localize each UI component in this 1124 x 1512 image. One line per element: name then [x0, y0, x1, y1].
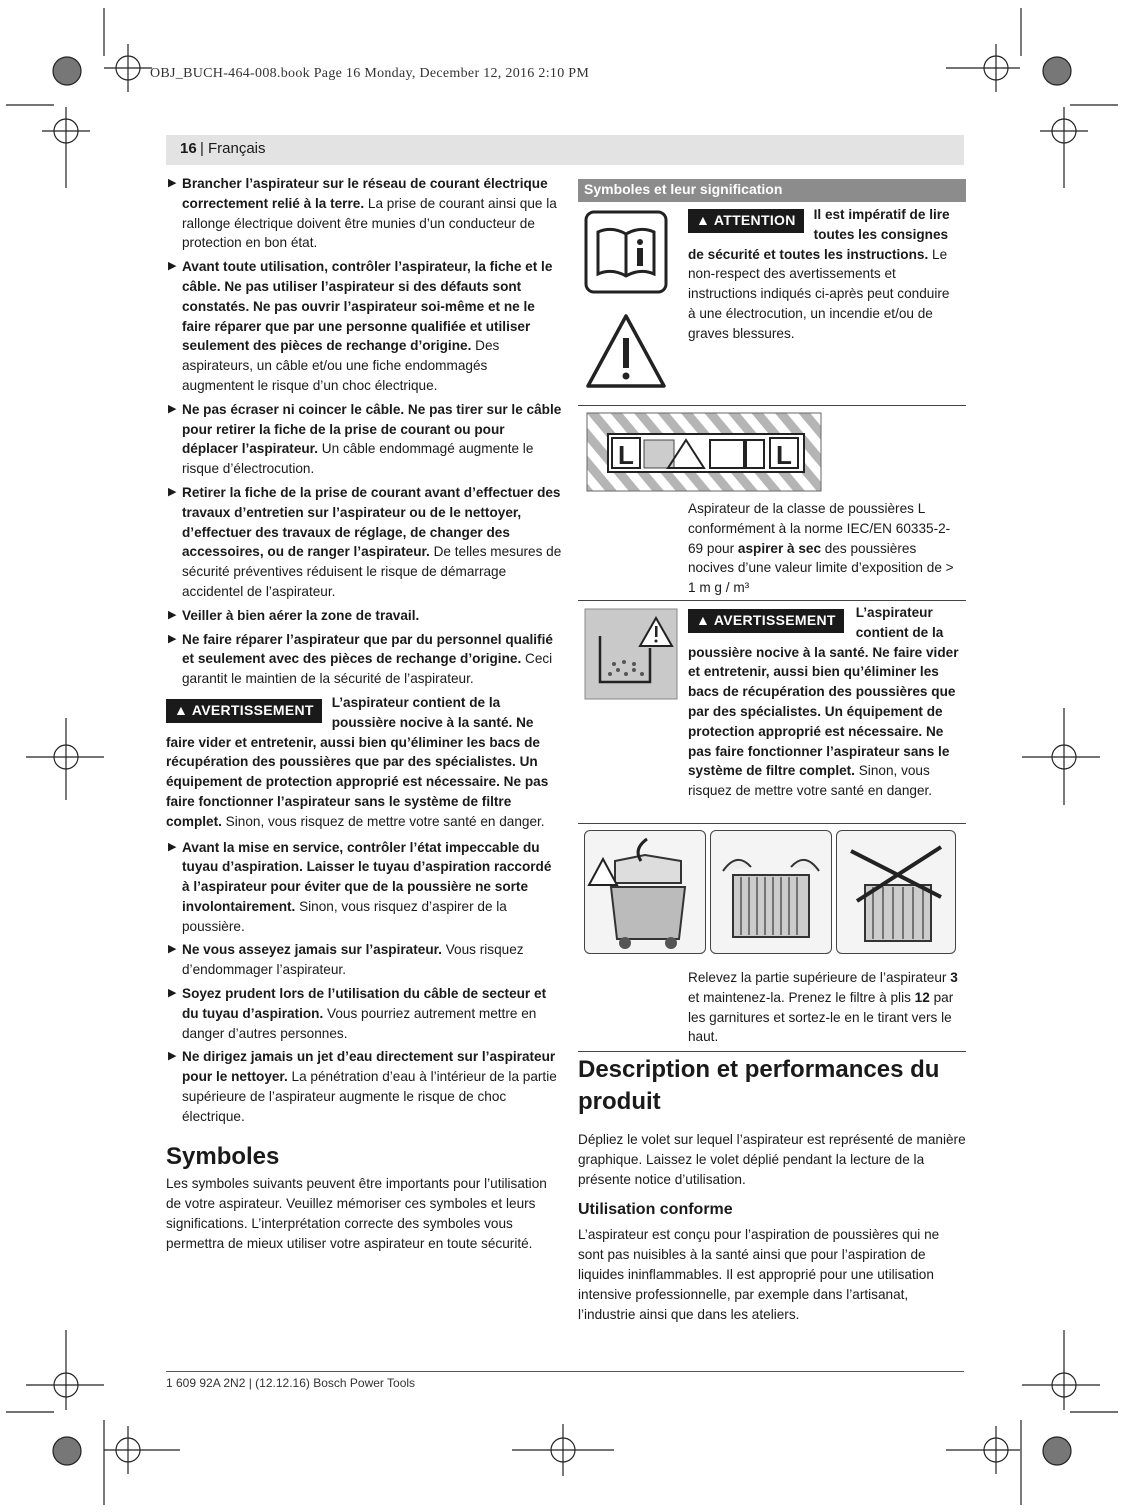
bullet-arrow-icon: ▶: [168, 632, 177, 645]
symbol-row-harmful-dust: ▲ AVERTISSEMENT L’aspirateur contient de la poussière nocive à la santé. Ne faire vider et entretenir, aussi bien qu’éliminer les bacs de récupération des poussières que par des spécialistes. Un équipement de protection approprié est nécessaire. Ne pas faire fonctionner l’aspirateur sans le système de filtre complet. Sinon, vous risquez de mettre votre santé en danger.: [688, 605, 959, 799]
left-warning: ▲ AVERTISSEMENT L’aspirateur contient de la poussière nocive à la santé. Ne faire vider et entretenir, aussi bien qu’éliminer les bacs de récupération des poussières que par des spécialistes. Un équipement de protection approprié est nécessaire. Ne pas faire fonctionner l’aspirateur sans le système de filtre complet. Sinon, vous risquez de mettre votre santé en danger.: [166, 694, 549, 829]
illustration-grip-filter: [710, 830, 832, 954]
table-divider: [578, 823, 966, 824]
bullet-arrow-icon: ▶: [168, 402, 177, 415]
attention-badge: ▲ ATTENTION: [688, 209, 804, 233]
bullet-arrow-icon: ▶: [168, 485, 177, 498]
page-header-bar: [166, 135, 964, 165]
page-language: Français: [208, 140, 266, 157]
symbols-title: Symboles: [166, 1142, 280, 1170]
safety-item: ▶ Avant la mise en service, contrôler l’état impeccable du tuyau d’aspiration. Laisser le tuyau d’aspiration raccordé à l’aspirateur pour éviter que de la poussière ne sorte involontairement. Sinon, vous risquez d’aspirer de la poussière.: [168, 839, 552, 934]
symbol-row-filter-removal: Relevez la partie supérieure de l’aspirateur 3 et maintenez-la. Prenez le filtre à plis 12 par les garnitures et sortez-le en le tirant vers le haut.: [688, 970, 958, 1045]
warning-triangle-icon: ▲: [696, 212, 711, 228]
harmful-dust-icon: [584, 608, 678, 700]
safety-item: ▶ Ne dirigez jamais un jet d’eau directement sur l’aspirateur pour le nettoyer. La pénétration d’eau à l’intérieur de la partie supérieure de l’aspirateur augmente le risque de choc électrique.: [168, 1049, 557, 1124]
safety-item: ▶ Ne vous asseyez jamais sur l’aspirateur. Vous risquez d’endommager l’aspirateur.: [168, 942, 524, 978]
bullet-arrow-icon: ▶: [168, 840, 177, 853]
bullet-arrow-icon: ▶: [168, 1050, 177, 1063]
safety-item: ▶ Ne pas écraser ni coincer le câble. Ne pas tirer sur le câble pour retirer la fiche de la prise de courant ou pour déplacer l’aspirateur. Un câble endommagé augmente le risque d’électrocution.: [168, 401, 562, 477]
symbols-table-header: Symboles et leur signification: [578, 179, 966, 202]
table-divider: [578, 1051, 966, 1052]
intended-use-title: Utilisation conforme: [578, 1201, 733, 1219]
safety-item: ▶ Ne faire réparer l’aspirateur que par du personnel qualifié et seulement avec des pièces de rechange d’origine. Ceci garantit le maintien de la sécurité de l’aspirateur.: [168, 631, 553, 687]
description-section: [578, 1054, 966, 1324]
safety-item: ▶ Soyez prudent lors de l’utilisation du câble de secteur et du tuyau d’aspiration. Vous pourriez autrement mettre en danger d’autres personnes.: [168, 986, 547, 1041]
warning-badge: ▲ AVERTISSEMENT: [688, 609, 844, 633]
svg-text:L: L: [618, 440, 634, 470]
print-header: OBJ_BUCH-464-008.book Page 16 Monday, December 12, 2016 2:10 PM: [150, 66, 590, 81]
dust-class-l-label: [586, 412, 822, 492]
page-number: 16: [180, 140, 197, 157]
symbol-row-attention: ▲ ATTENTION Il est impératif de lire toutes les consignes de sécurité et toutes les instructions. Le non-respect des avertissements et instructions indiqués ci-après peut conduire à une électrocution, un incendie et/ou de graves blessures.: [688, 207, 950, 341]
page-footer: 1 609 92A 2N2 | (12.12.16) Bosch Power Tools: [166, 1376, 416, 1390]
safety-item: ▶ Brancher l’aspirateur sur le réseau de courant électrique correctement relié à la terre. La prise de courant ainsi que la rallonge électrique doivent être munies d’un conducteur de protection en bon état.: [168, 176, 557, 251]
intended-use-body: L’aspirateur est conçu pour l’aspiration de poussières qui ne sont pas nuisibles à la santé ainsi que pour l’aspiration de liquides ininflammables. Il est approprié pour une utilisation intensive professionnelle, par exemple dans l’artisanat, l’industrie ainsi que dans les ateliers.: [578, 1227, 940, 1322]
warning-triangle-icon: ▲: [174, 701, 189, 718]
svg-text:L: L: [776, 440, 792, 470]
description-title: Description et performances du produit: [578, 1056, 940, 1115]
safety-item: ▶ Retirer la fiche de la prise de courant avant d’effectuer des travaux d’entretien sur l’aspirateur ou de le nettoyer, d’effectuer des travaux de réglage, de changer des accessoires, ou de ranger l’aspirateur. De telles mesures de sécurité préventives réduisent le risque de démarrage accidentel de l’aspirateur.: [168, 484, 562, 599]
symbols-intro: Les symboles suivants peuvent être importants pour l’utilisation de votre aspirateur. Veuillez mémoriser ces symboles et leurs significations. L’interprétation correcte des symboles vous permettra de mieux utiliser votre aspirateur en toute sécurité.: [166, 1176, 547, 1251]
bullet-arrow-icon: ▶: [168, 177, 177, 189]
illustration-pull-filter-out: [836, 830, 956, 954]
bullet-arrow-icon: ▶: [168, 608, 177, 621]
read-manual-icon: [584, 210, 668, 294]
warning-badge: ▲ AVERTISSEMENT: [166, 699, 322, 723]
warning-triangle-icon: ▲: [696, 612, 711, 628]
table-divider: [578, 600, 966, 601]
safety-item: ▶ Avant toute utilisation, contrôler l’aspirateur, la fiche et le câble. Ne pas utiliser l’aspirateur si des défauts sont constatés. Ne pas ouvrir l’aspirateur soi-même et ne le faire réparer que par une personne qualifiée et utiliser seulement des pièces de rechange d’origine. Des aspirateurs, un câble et/ou une fiche endommagés augmentent le risque d’un choc électrique.: [168, 259, 553, 393]
description-body: Dépliez le volet sur lequel l’aspirateur est représenté de manière graphique. Laissez le volet déplié pendant la lecture de la présente notice d’utilisation.: [578, 1132, 966, 1187]
footer-divider: [166, 1371, 964, 1372]
bullet-arrow-icon: ▶: [168, 260, 177, 273]
illustration-lift-upper-part: [584, 830, 706, 954]
table-divider: [578, 405, 966, 406]
page-separator: |: [200, 140, 204, 157]
warning-triangle-icon: [584, 310, 668, 392]
bullet-arrow-icon: ▶: [168, 943, 177, 956]
safety-item: ▶ Veiller à bien aérer la zone de travail.: [166, 606, 562, 626]
bullet-arrow-icon: ▶: [168, 987, 177, 1000]
left-column: [166, 174, 562, 1254]
symbol-row-dust-class: Aspirateur de la classe de poussières L conformément à la norme IEC/EN 60335-2-69 pour aspirer à sec des poussières nocives d’une valeur limite d’exposition de > 1 m g / m³: [688, 501, 954, 596]
